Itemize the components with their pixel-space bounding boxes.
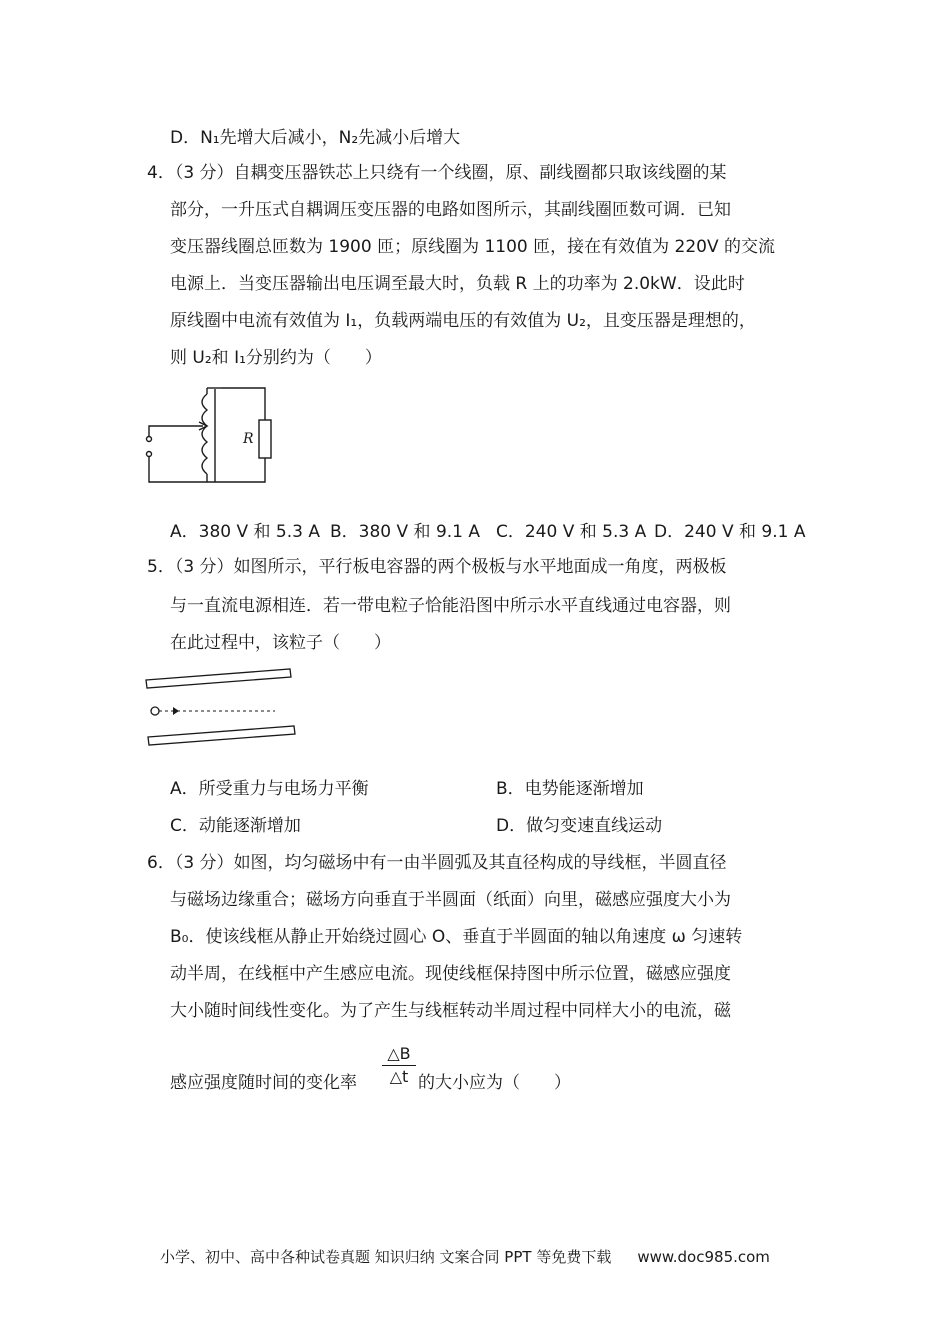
q6-number: 6．: [147, 853, 175, 873]
q6-line-2: 与磁场边缘重合；磁场方向垂直于半圆面（纸面）向里，磁感应强度大小为: [170, 890, 731, 910]
q4-option-b: B．380 V 和 9.1 A: [330, 522, 481, 542]
rate-fraction: [382, 1044, 416, 1087]
q5-option-d: D．做匀变速直线运动: [496, 816, 663, 836]
page-footer: [160, 1246, 770, 1267]
q4-line-5: 原线圈中电流有效值为 I₁，负载两端电压的有效值为 U₂，且变压器是理想的，: [170, 311, 756, 331]
q3-option-d: D．N₁先增大后减小，N₂先减小后增大: [170, 128, 461, 148]
q5-line-2: 与一直流电源相连．若一带电粒子恰能沿图中所示水平直线通过电容器，则: [170, 596, 731, 616]
q5-number: 5．: [147, 557, 175, 577]
q6-line-4: 动半周，在线框中产生感应电流。现使线框保持图中所示位置，磁感应强度: [170, 964, 731, 984]
q6-line-1: 如图，均匀磁场中有一由半圆弧及其直径构成的导线框，半圆直径: [233, 853, 727, 873]
capacitor-plates-figure: [143, 665, 303, 750]
q5-score: （3 分）: [174, 557, 234, 577]
fraction-denominator: △t: [389, 1067, 409, 1086]
q6-line-6-suffix: 的大小应为（ ）: [418, 1073, 571, 1093]
q5-option-a: A．所受重力与电场力平衡: [170, 779, 369, 799]
q5-line-3: 在此过程中，该粒子（ ）: [170, 633, 391, 653]
q4-line-6: 则 U₂和 I₁分别约为（ ）: [170, 348, 382, 368]
q5-header: [147, 556, 727, 578]
q4-line-3: 变压器线圈总匝数为 1900 匝；原线圈为 1100 匝，接在有效值为 220V 的交流: [170, 237, 776, 257]
footer-site-link[interactable]: www.doc985.com: [637, 1248, 770, 1266]
q4-score: （3 分）: [174, 163, 234, 183]
q6-line-6-prefix: 感应强度随时间的变化率: [170, 1073, 357, 1093]
footer-text: 小学、初中、高中各种试卷真题 知识归纳 文案合同 PPT 等免费下载: [160, 1248, 612, 1266]
q6-score: （3 分）: [174, 853, 234, 873]
q4-line-4: 电源上．当变压器输出电压调至最大时，负载 R 上的功率为 2.0kW．设此时: [170, 274, 745, 294]
autotransformer-circuit-figure: [143, 384, 283, 489]
q5-option-c: C．动能逐渐增加: [170, 816, 301, 836]
q5-line-1: 如图所示，平行板电容器的两个极板与水平地面成一角度，两极板: [233, 557, 727, 577]
q6-header: [147, 852, 727, 874]
q4-number: 4．: [147, 163, 175, 183]
q6-line-5: 大小随时间线性变化。为了产生与线框转动半周过程中同样大小的电流，磁: [170, 1001, 731, 1021]
fraction-numerator: △B: [387, 1044, 411, 1063]
q4-line-2: 部分，一升压式自耦调压变压器的电路如图所示，其副线圈匝数可调．已知: [170, 200, 731, 220]
resistor-label: R: [243, 431, 254, 447]
q4-line-1: 自耦变压器铁芯上只绕有一个线圈，原、副线圈都只取该线圈的某: [233, 163, 727, 183]
q4-header: [147, 162, 727, 184]
q4-option-a: A．380 V 和 5.3 A: [170, 522, 320, 542]
q5-option-b: B．电势能逐渐增加: [496, 779, 644, 799]
q6-line-3: B₀．使该线框从静止开始绕过圆心 O、垂直于半圆面的轴以角速度 ω 匀速转: [170, 927, 743, 947]
q4-option-d: D．240 V 和 9.1 A: [654, 522, 806, 542]
q4-option-c: C．240 V 和 5.3 A: [496, 522, 647, 542]
